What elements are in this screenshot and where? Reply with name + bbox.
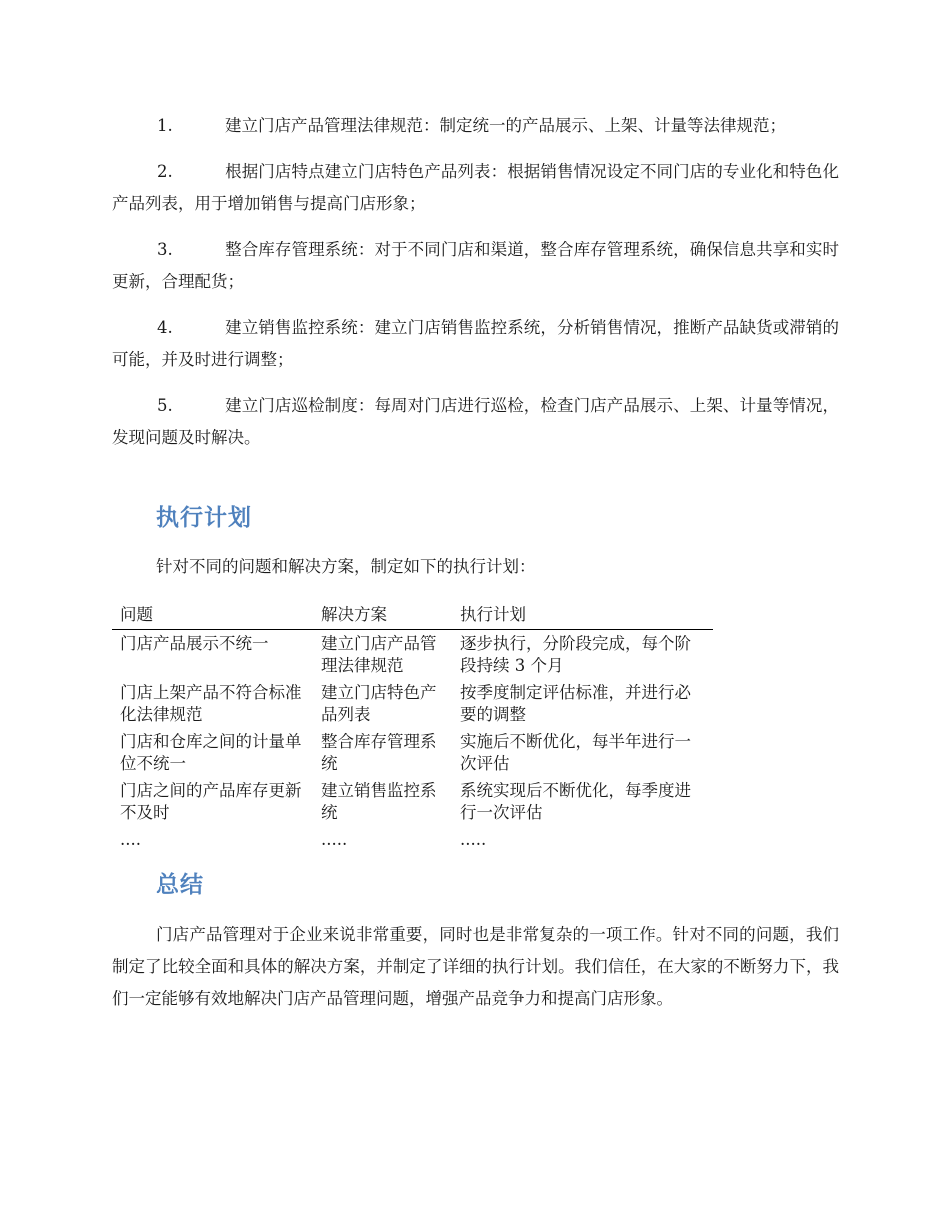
summary-paragraph: 门店产品管理对于企业来说非常重要，同时也是非常复杂的一项工作。针对不同的问题，我们制定了比较全面和具体的解决方案，并制定了详细的执行计划。我们信任，在大家的不断努力下，我们一定能够有效地解决门店产品管理问题，增强产品竞争力和提高门店形象。: [112, 925, 839, 1008]
list-item: [112, 390, 839, 454]
table-row: [112, 679, 713, 728]
table-cell: 门店产品展示不统一: [120, 634, 269, 653]
table-cell: 建立门店产品管理法律规范: [321, 634, 437, 675]
list-number: 4.: [157, 318, 173, 337]
list-item: [112, 312, 839, 376]
table-row: [112, 777, 713, 826]
list-text: 根据门店特点建立门店特色产品列表：根据销售情况设定不同门店的专业化和特色化产品列表，用于增加销售与提高门店形象；: [112, 162, 839, 213]
plan-table: [112, 601, 713, 853]
table-cell: 门店之间的产品库存更新不及时: [120, 781, 302, 822]
list-item: [112, 156, 839, 220]
table-header-cell: 执行计划: [452, 601, 713, 630]
table-cell: 门店和仓库之间的计量单位不统一: [120, 732, 302, 773]
table-header-cell: 问题: [112, 601, 313, 630]
list-number: 2.: [157, 162, 173, 181]
table-cell: 系统实现后不断优化，每季度进行一次评估: [460, 781, 691, 822]
list-text: 整合库存管理系统：对于不同门店和渠道，整合库存管理系统，确保信息共享和实时更新，合理配货；: [112, 240, 839, 291]
table-cell: 建立销售监控系统: [321, 781, 437, 822]
table-header-cell: 解决方案: [313, 601, 452, 630]
table-header-row: [112, 601, 713, 630]
list-item: [112, 234, 839, 298]
table-cell: .....: [321, 830, 348, 849]
table-cell: 逐步执行，分阶段完成，每个阶段持续 3 个月: [460, 634, 691, 675]
solution-list: [112, 110, 839, 468]
table-cell: 实施后不断优化，每半年进行一次评估: [460, 732, 691, 773]
list-text: 建立门店产品管理法律规范：制定统一的产品展示、上架、计量等法律规范；: [225, 116, 786, 135]
table-cell: 门店上架产品不符合标准化法律规范: [120, 683, 302, 724]
list-number: 1.: [157, 116, 173, 135]
list-text: 建立销售监控系统：建立门店销售监控系统，分析销售情况，推断产品缺货或滞销的可能，并及时进行调整；: [112, 318, 839, 369]
table-cell: 建立门店特色产品列表: [321, 683, 437, 724]
list-item: [112, 110, 839, 142]
table-cell: .....: [460, 830, 487, 849]
table-cell: 整合库存管理系统: [321, 732, 437, 773]
section-heading-summary: 总结: [156, 872, 204, 898]
plan-intro: 针对不同的问题和解决方案，制定如下的执行计划：: [156, 557, 536, 576]
list-text: 建立门店巡检制度：每周对门店进行巡检，检查门店产品展示、上架、计量等情况，发现问题及时解决。: [112, 396, 839, 447]
table-cell: ....: [120, 830, 141, 849]
table-row: [112, 728, 713, 777]
table-row: [112, 630, 713, 680]
list-number: 3.: [157, 240, 173, 259]
table-row: [112, 826, 713, 853]
list-number: 5.: [157, 396, 173, 415]
table-cell: 按季度制定评估标准，并进行必要的调整: [460, 683, 691, 724]
section-heading-plan: 执行计划: [156, 505, 252, 531]
